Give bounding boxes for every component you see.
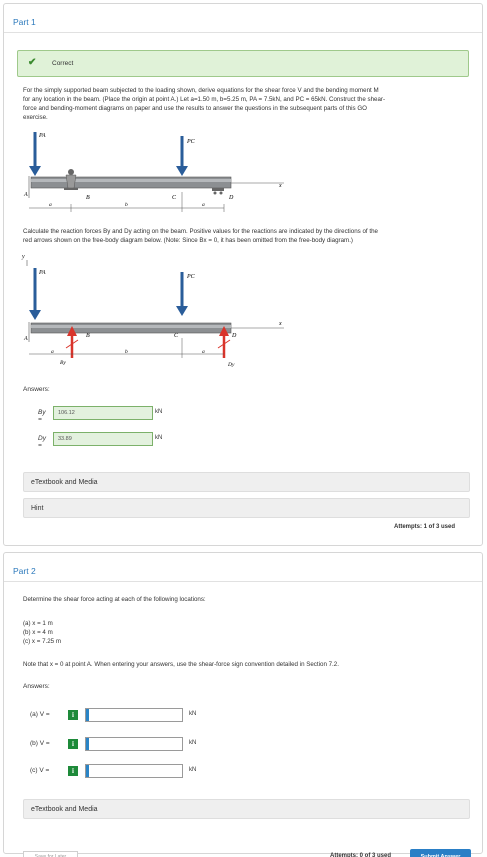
svg-text:x: x xyxy=(279,321,282,327)
label-pa: PA xyxy=(39,133,46,139)
problem-statement: For the simply supported beam subjected to the loading shown, derive equations for the shear force V and the bending moment M for any location in the beam. (Place the origin at point A.) Let a=1.50 m, b=5.25 m, PA = 7.5kN, and PC = 65kN. Construct the shear- force and bending-moment diagrams on paper and use the results to answer the questions in the subsequent parts of this GO exercise. xyxy=(23,87,386,121)
answers-label-1: Answers: xyxy=(23,386,50,393)
save-for-later-button[interactable]: Save for Later xyxy=(23,851,78,857)
location-c: (c) x = 7.25 m xyxy=(23,638,61,645)
svg-text:PA: PA xyxy=(39,270,46,276)
label-pc: PC xyxy=(187,139,195,145)
svg-text:D: D xyxy=(232,333,237,339)
attempts-part1: Attempts: 1 of 3 used xyxy=(394,524,456,530)
location-b: (b) x = 4 m xyxy=(23,629,53,636)
answer-var-by: By = xyxy=(38,409,46,423)
part2-card xyxy=(3,552,483,857)
svg-text:a: a xyxy=(51,349,54,355)
shear-unit-b: kN xyxy=(189,740,197,746)
svg-text:PC: PC xyxy=(187,274,195,280)
shear-label-c: (c) V = xyxy=(30,767,50,774)
shear-unit-a: kN xyxy=(189,711,197,717)
check-icon: ✔ xyxy=(28,57,37,68)
label-dy: Dy xyxy=(228,362,235,368)
load-arrowhead-pa xyxy=(29,166,41,176)
svg-text:b: b xyxy=(125,349,128,355)
answer-unit-dy: kN xyxy=(155,435,163,441)
roller-d-1 xyxy=(212,188,224,191)
answer-unit-by: kN xyxy=(155,409,163,415)
attempts-part2: Attempts: 0 of 3 used xyxy=(330,853,392,857)
beam-1 xyxy=(31,177,231,188)
answer-input-by[interactable]: 106.12 xyxy=(53,406,153,420)
part2-prompt: Determine the shear force acting at each of the following locations: xyxy=(23,596,206,603)
reaction-statement: Calculate the reaction forces By and Dy acting on the beam. Positive values for the reactions are indicated by the directions of the red arrows shown on the free-body diagram below. (Note: Since Bx = 0, it has been omitted from the free-body diagram.) xyxy=(23,228,378,244)
location-list xyxy=(23,619,61,646)
answers-label-2: Answers: xyxy=(23,683,50,690)
part1-title: Part 1 xyxy=(4,4,482,33)
load-arrowhead-pc xyxy=(176,166,188,176)
svg-text:a: a xyxy=(202,349,205,355)
correct-status: Correct xyxy=(52,60,74,67)
shear-input-b[interactable] xyxy=(85,737,183,751)
svg-text:A: A xyxy=(24,192,28,198)
shear-input-c[interactable] xyxy=(85,764,183,778)
beam-figure-2 xyxy=(14,250,454,370)
svg-text:y: y xyxy=(22,254,25,260)
submit-answer-button[interactable]: Submit Answer xyxy=(410,849,471,857)
svg-text:B: B xyxy=(86,195,90,201)
correct-banner xyxy=(17,50,469,77)
etextbook-media-button-2[interactable]: eTextbook and Media xyxy=(23,799,470,819)
shear-input-a[interactable] xyxy=(85,708,183,722)
svg-text:C: C xyxy=(174,333,179,339)
sign-convention-note: Note that x = 0 at point A. When entering your answers, use the shear-force sign convention detailed in Section 7.2. xyxy=(23,661,339,668)
svg-text:a: a xyxy=(49,202,52,208)
etextbook-media-button-1[interactable]: eTextbook and Media xyxy=(23,472,470,492)
info-icon[interactable]: i xyxy=(68,739,78,749)
shear-unit-c: kN xyxy=(189,767,197,773)
svg-text:b: b xyxy=(125,202,128,208)
part1-card xyxy=(3,3,483,546)
hint-button[interactable]: Hint xyxy=(23,498,470,518)
pin-b-1 xyxy=(68,169,74,175)
info-icon[interactable]: i xyxy=(68,766,78,776)
svg-text:D: D xyxy=(229,195,234,201)
info-icon[interactable]: i xyxy=(68,710,78,720)
shear-label-a: (a) V = xyxy=(30,711,50,718)
svg-text:x: x xyxy=(279,183,282,189)
svg-text:a: a xyxy=(202,202,205,208)
shear-label-b: (b) V = xyxy=(30,740,50,747)
label-by: By xyxy=(60,360,66,366)
beam-figure-1 xyxy=(14,128,454,218)
svg-text:B: B xyxy=(86,333,90,339)
answer-var-dy: Dy = xyxy=(38,435,46,449)
svg-text:C: C xyxy=(172,195,177,201)
answer-input-dy[interactable]: 33.89 xyxy=(53,432,153,446)
location-a: (a) x = 1 m xyxy=(23,620,53,627)
part2-title: Part 2 xyxy=(4,553,482,582)
svg-text:A: A xyxy=(24,336,28,342)
